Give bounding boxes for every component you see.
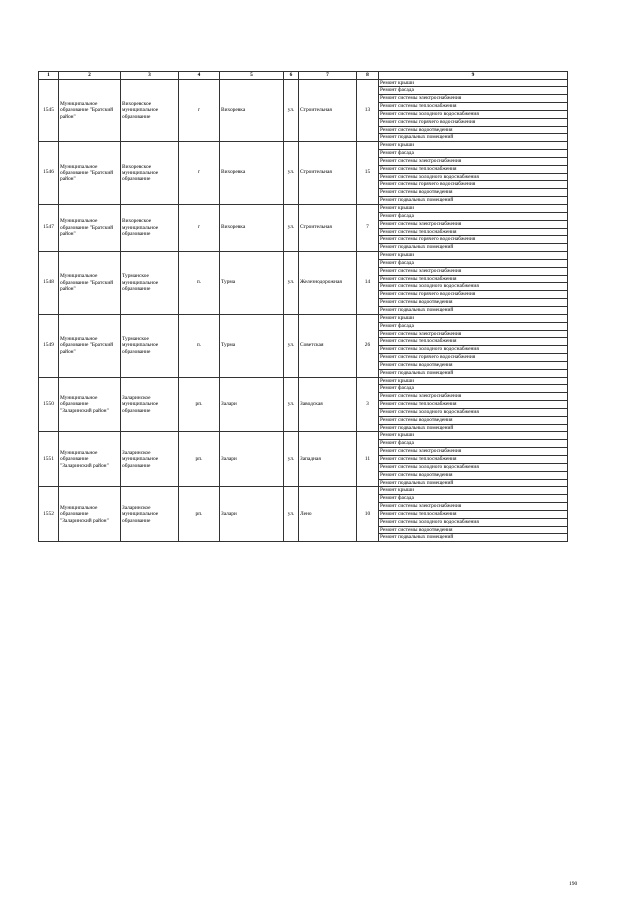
repair-work-item: Ремонт системы электроснабжения bbox=[379, 503, 568, 511]
record-number: 1551 bbox=[39, 432, 59, 487]
repair-table bbox=[38, 71, 568, 542]
repair-work-item: Ремонт системы электроснабжения bbox=[379, 267, 568, 275]
col-header-5: 5 bbox=[220, 72, 284, 80]
house-number: 13 bbox=[357, 79, 379, 142]
record-number: 1547 bbox=[39, 205, 59, 252]
district-name: Муниципальное образование "Братский район" bbox=[59, 142, 121, 205]
repair-work-item: Ремонт системы теплоснабжения bbox=[379, 165, 568, 173]
repair-work-item: Ремонт системы теплоснабжения bbox=[379, 228, 568, 236]
street-name: Лено bbox=[299, 487, 357, 542]
house-number: 26 bbox=[357, 314, 379, 377]
repair-work-item: Ремонт фасада bbox=[379, 495, 568, 503]
repair-work-item: Ремонт системы холодного водоснабжения bbox=[379, 346, 568, 354]
repair-work-item: Ремонт крыши bbox=[379, 487, 568, 495]
locality-type: г bbox=[179, 142, 220, 205]
document-page bbox=[38, 71, 567, 542]
street-name: Строительная bbox=[299, 79, 357, 142]
locality-type: п. bbox=[179, 252, 220, 315]
repair-work-item: Ремонт системы холодного водоснабжения bbox=[379, 408, 568, 416]
col-header-1: 1 bbox=[39, 72, 59, 80]
repair-work-item: Ремонт системы водоотведения bbox=[379, 189, 568, 197]
locality-name: Вихоревка bbox=[220, 205, 284, 252]
table-row bbox=[39, 487, 568, 495]
record-number: 1550 bbox=[39, 377, 59, 432]
col-header-2: 2 bbox=[59, 72, 121, 80]
repair-work-item: Ремонт системы электроснабжения bbox=[379, 448, 568, 456]
repair-work-item: Ремонт системы водоотведения bbox=[379, 361, 568, 369]
record-number: 1546 bbox=[39, 142, 59, 205]
repair-work-item: Ремонт крыши bbox=[379, 205, 568, 213]
repair-work-item: Ремонт системы холодного водоснабжения bbox=[379, 110, 568, 118]
street-type: ул. bbox=[284, 487, 299, 542]
municipality-name: Вихоревское муниципальное образование bbox=[121, 205, 179, 252]
repair-work-item: Ремонт системы холодного водоснабжения bbox=[379, 518, 568, 526]
street-name: Строительная bbox=[299, 142, 357, 205]
repair-work-item: Ремонт системы теплоснабжения bbox=[379, 510, 568, 518]
repair-work-item: Ремонт фасада bbox=[379, 87, 568, 95]
repair-work-item: Ремонт фасада bbox=[379, 322, 568, 330]
repair-work-item: Ремонт фасада bbox=[379, 259, 568, 267]
table-row bbox=[39, 377, 568, 385]
repair-work-item: Ремонт системы горячего водоснабжения bbox=[379, 236, 568, 244]
repair-work-item: Ремонт системы холодного водоснабжения bbox=[379, 173, 568, 181]
municipality-name: Заларинское муниципальное образование bbox=[121, 377, 179, 432]
repair-work-item: Ремонт системы электроснабжения bbox=[379, 95, 568, 103]
page-number: 190 bbox=[569, 881, 578, 887]
repair-work-item: Ремонт крыши bbox=[379, 142, 568, 150]
repair-work-item: Ремонт подвальных помещений bbox=[379, 424, 568, 432]
locality-type: рп. bbox=[179, 377, 220, 432]
col-header-6: 6 bbox=[284, 72, 299, 80]
house-number: 7 bbox=[357, 205, 379, 252]
repair-work-item: Ремонт системы электроснабжения bbox=[379, 330, 568, 338]
locality-type: г bbox=[179, 79, 220, 142]
locality-name: Залари bbox=[220, 377, 284, 432]
house-number: 3 bbox=[357, 377, 379, 432]
record-number: 1549 bbox=[39, 314, 59, 377]
record-number: 1545 bbox=[39, 79, 59, 142]
street-type: ул. bbox=[284, 252, 299, 315]
repair-work-item: Ремонт системы теплоснабжения bbox=[379, 338, 568, 346]
municipality-name: Турманское муниципальное образование bbox=[121, 314, 179, 377]
repair-work-item: Ремонт подвальных помещений bbox=[379, 306, 568, 314]
repair-work-item: Ремонт системы теплоснабжения bbox=[379, 103, 568, 111]
header-row bbox=[39, 72, 568, 80]
repair-work-item: Ремонт подвальных помещений bbox=[379, 479, 568, 487]
repair-work-item: Ремонт фасада bbox=[379, 150, 568, 158]
street-name: Заводская bbox=[299, 377, 357, 432]
locality-type: п. bbox=[179, 314, 220, 377]
repair-work-item: Ремонт системы водоотведения bbox=[379, 526, 568, 534]
street-type: ул. bbox=[284, 377, 299, 432]
repair-work-item: Ремонт подвальных помещений bbox=[379, 197, 568, 205]
col-header-7: 7 bbox=[299, 72, 357, 80]
locality-name: Залари bbox=[220, 487, 284, 542]
municipality-name: Заларинское муниципальное образование bbox=[121, 432, 179, 487]
col-header-9: 9 bbox=[379, 72, 568, 80]
municipality-name: Вихоревское муниципальное образование bbox=[121, 142, 179, 205]
repair-work-item: Ремонт фасада bbox=[379, 212, 568, 220]
repair-work-item: Ремонт системы водоотведения bbox=[379, 471, 568, 479]
locality-type: рп. bbox=[179, 487, 220, 542]
district-name: Муниципальное образование "Братский район" bbox=[59, 79, 121, 142]
repair-work-item: Ремонт фасада bbox=[379, 385, 568, 393]
street-type: ул. bbox=[284, 205, 299, 252]
repair-work-item: Ремонт крыши bbox=[379, 377, 568, 385]
repair-work-item: Ремонт подвальных помещений bbox=[379, 244, 568, 252]
repair-work-item: Ремонт системы горячего водоснабжения bbox=[379, 118, 568, 126]
house-number: 14 bbox=[357, 252, 379, 315]
street-name: Советская bbox=[299, 314, 357, 377]
record-number: 1552 bbox=[39, 487, 59, 542]
district-name: Муниципальное образование "Заларинский район" bbox=[59, 432, 121, 487]
house-number: 15 bbox=[357, 142, 379, 205]
col-header-4: 4 bbox=[179, 72, 220, 80]
repair-work-item: Ремонт системы холодного водоснабжения bbox=[379, 283, 568, 291]
col-header-8: 8 bbox=[357, 72, 379, 80]
house-number: 10 bbox=[357, 487, 379, 542]
repair-work-item: Ремонт системы горячего водоснабжения bbox=[379, 181, 568, 189]
locality-name: Залари bbox=[220, 432, 284, 487]
street-type: ул. bbox=[284, 142, 299, 205]
district-name: Муниципальное образование "Братский район" bbox=[59, 314, 121, 377]
repair-work-item: Ремонт крыши bbox=[379, 432, 568, 440]
repair-work-item: Ремонт фасада bbox=[379, 440, 568, 448]
locality-name: Вихоревка bbox=[220, 142, 284, 205]
municipality-name: Заларинское муниципальное образование bbox=[121, 487, 179, 542]
district-name: Муниципальное образование "Заларинский район" bbox=[59, 487, 121, 542]
locality-type: г bbox=[179, 205, 220, 252]
repair-work-item: Ремонт подвальных помещений bbox=[379, 134, 568, 142]
locality-type: рп. bbox=[179, 432, 220, 487]
street-type: ул. bbox=[284, 432, 299, 487]
repair-work-item: Ремонт системы электроснабжения bbox=[379, 393, 568, 401]
repair-work-item: Ремонт подвальных помещений bbox=[379, 369, 568, 377]
district-name: Муниципальное образование "Заларинский район" bbox=[59, 377, 121, 432]
repair-work-item: Ремонт подвальных помещений bbox=[379, 534, 568, 542]
locality-name: Турма bbox=[220, 252, 284, 315]
table-row bbox=[39, 79, 568, 87]
repair-work-item: Ремонт системы теплоснабжения bbox=[379, 275, 568, 283]
municipality-name: Вихоревское муниципальное образование bbox=[121, 79, 179, 142]
municipality-name: Турманское муниципальное образование bbox=[121, 252, 179, 315]
record-number: 1548 bbox=[39, 252, 59, 315]
district-name: Муниципальное образование "Братский район" bbox=[59, 205, 121, 252]
district-name: Муниципальное образование "Братский район" bbox=[59, 252, 121, 315]
repair-work-item: Ремонт системы холодного водоснабжения bbox=[379, 463, 568, 471]
table-row bbox=[39, 252, 568, 260]
street-name: Строительная bbox=[299, 205, 357, 252]
repair-work-item: Ремонт системы горячего водоснабжения bbox=[379, 354, 568, 362]
repair-work-item: Ремонт системы электроснабжения bbox=[379, 220, 568, 228]
repair-work-item: Ремонт крыши bbox=[379, 252, 568, 260]
street-type: ул. bbox=[284, 79, 299, 142]
col-header-3: 3 bbox=[121, 72, 179, 80]
street-type: ул. bbox=[284, 314, 299, 377]
repair-work-item: Ремонт системы горячего водоснабжения bbox=[379, 291, 568, 299]
repair-work-item: Ремонт системы теплоснабжения bbox=[379, 456, 568, 464]
street-name: Западная bbox=[299, 432, 357, 487]
repair-work-item: Ремонт крыши bbox=[379, 314, 568, 322]
repair-work-item: Ремонт системы водоотведения bbox=[379, 416, 568, 424]
repair-work-item: Ремонт системы водоотведения bbox=[379, 126, 568, 134]
table-row bbox=[39, 205, 568, 213]
repair-work-item: Ремонт крыши bbox=[379, 79, 568, 87]
locality-name: Турма bbox=[220, 314, 284, 377]
repair-work-item: Ремонт системы водоотведения bbox=[379, 299, 568, 307]
table-row bbox=[39, 314, 568, 322]
table-row bbox=[39, 432, 568, 440]
locality-name: Вихоревка bbox=[220, 79, 284, 142]
street-name: Железнодорожная bbox=[299, 252, 357, 315]
repair-work-item: Ремонт системы электроснабжения bbox=[379, 157, 568, 165]
table-row bbox=[39, 142, 568, 150]
repair-work-item: Ремонт системы теплоснабжения bbox=[379, 401, 568, 409]
house-number: 11 bbox=[357, 432, 379, 487]
